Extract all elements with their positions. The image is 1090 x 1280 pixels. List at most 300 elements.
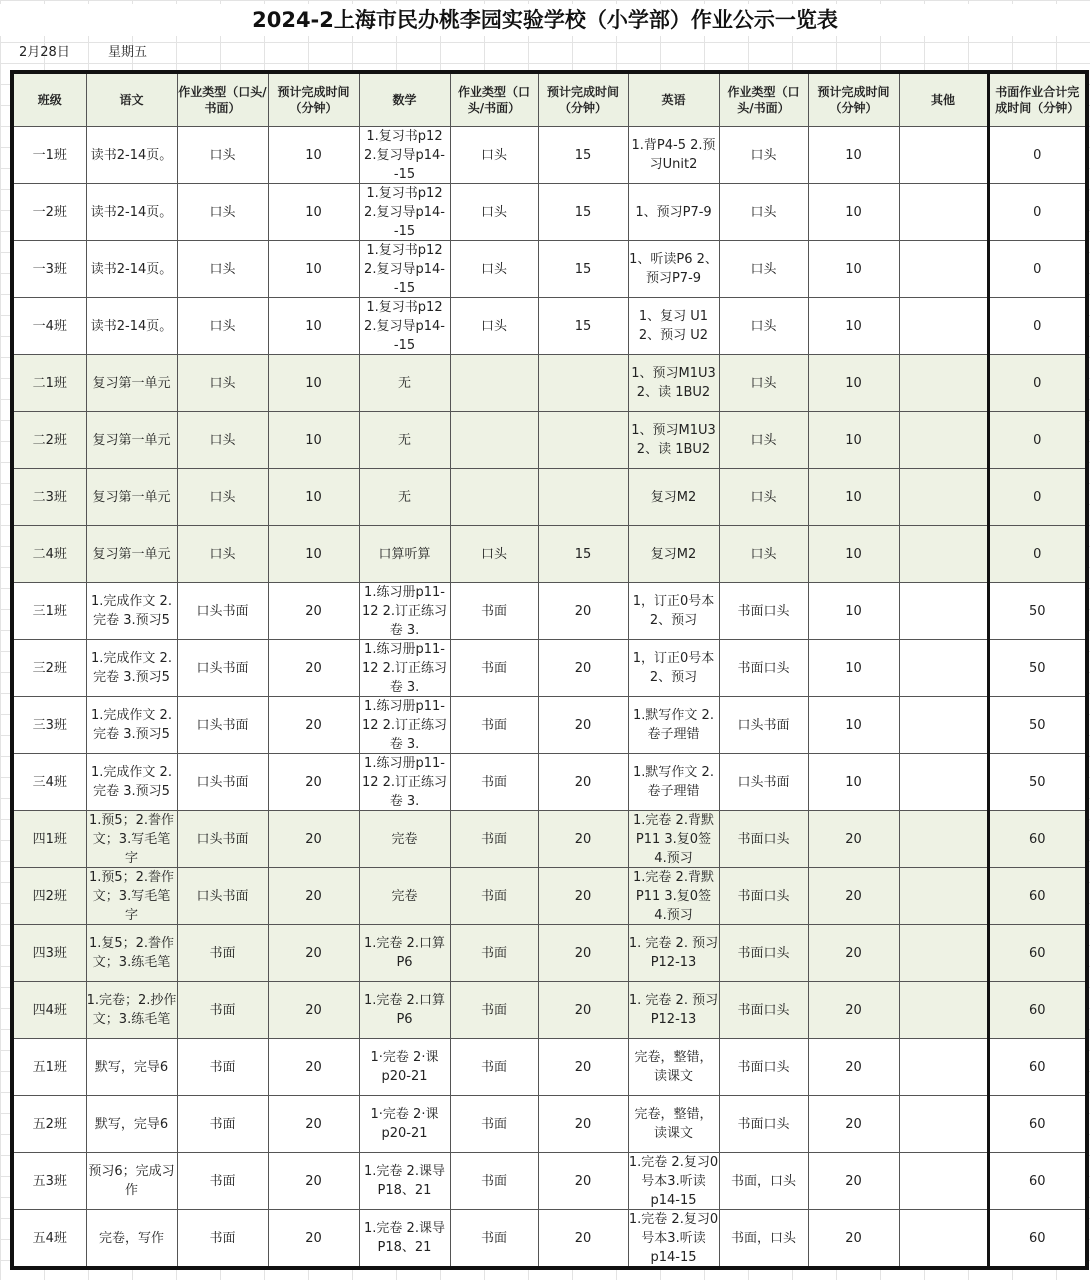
cell-other	[899, 697, 988, 754]
cell-text: 书面	[480, 774, 507, 790]
cell-text: 书面，口头	[730, 1230, 796, 1246]
header-math-time: 预计完成时间（分钟）	[538, 72, 628, 127]
cell-math	[359, 1039, 450, 1096]
cell-text: 10	[845, 147, 862, 163]
cell-math	[359, 925, 450, 982]
cell-math	[359, 241, 450, 298]
cell-total-time	[988, 1096, 1087, 1153]
cell-text: 1.完成作文 2.完卷 3.预习5	[91, 708, 172, 742]
cell-math-time	[538, 469, 628, 526]
cell-chinese	[86, 469, 177, 526]
cell-text: 10	[305, 546, 322, 562]
table-row	[12, 127, 1087, 184]
cell-text: 1、预习M1U3 2、读 1BU2	[631, 366, 716, 400]
cell-text: 无	[397, 489, 411, 505]
cell-text: 书面口头	[737, 660, 790, 676]
cell-chinese-time	[268, 184, 359, 241]
cell-text: 1，订正0号本 2、预习	[632, 651, 715, 685]
table-row	[12, 1096, 1087, 1153]
cell-text: 1.背P4-5 2.预习Unit2	[631, 138, 716, 172]
cell-total-time	[988, 811, 1087, 868]
cell-math	[359, 868, 450, 925]
cell-text: 复习M2	[650, 546, 697, 562]
cell-chinese	[86, 526, 177, 583]
cell-text: 20	[305, 717, 322, 733]
cell-english-type	[719, 1096, 808, 1153]
cell-math-time	[538, 811, 628, 868]
cell-chinese	[86, 1153, 177, 1210]
cell-text: 四4班	[32, 1002, 67, 1018]
cell-text: 书面	[480, 1002, 507, 1018]
cell-total-time	[988, 1153, 1087, 1210]
cell-text: 15	[574, 318, 592, 334]
cell-text: 10	[845, 318, 862, 334]
cell-text: 0	[1033, 546, 1042, 562]
cell-text: 口头	[750, 204, 777, 220]
cell-text: 口头书面	[196, 660, 249, 676]
cell-math-time	[538, 754, 628, 811]
cell-chinese	[86, 1039, 177, 1096]
cell-english-time	[808, 1153, 899, 1210]
cell-text: 1·完卷 2·课p20-21	[370, 1107, 439, 1141]
cell-text: 书面	[480, 1059, 507, 1075]
cell-text: 1.完卷 2.口算P6	[364, 993, 445, 1027]
cell-other	[899, 640, 988, 697]
cell-text: 10	[845, 603, 862, 619]
cell-text: 复习第一单元	[92, 546, 171, 562]
cell-chinese-type	[177, 868, 268, 925]
cell-text: 读书2-14页。	[90, 318, 173, 334]
weekday-label: 星期五	[108, 45, 148, 60]
cell-english	[628, 1210, 719, 1269]
cell-chinese	[86, 1096, 177, 1153]
cell-total-time	[988, 184, 1087, 241]
cell-math-type	[450, 1210, 538, 1269]
cell-text: 20	[574, 1116, 592, 1132]
cell-english-type	[719, 355, 808, 412]
cell-text: 10	[845, 375, 862, 391]
cell-english-type	[719, 583, 808, 640]
cell-text: 口头	[209, 375, 236, 391]
cell-text: 书面	[480, 717, 507, 733]
cell-english-type	[719, 925, 808, 982]
cell-math-type	[450, 526, 538, 583]
cell-english-time	[808, 241, 899, 298]
cell-math-time	[538, 925, 628, 982]
cell-chinese-type	[177, 184, 268, 241]
cell-class	[12, 184, 86, 241]
table-row	[12, 925, 1087, 982]
cell-chinese	[86, 127, 177, 184]
cell-text: 1、听读P6 2、预习P7-9	[629, 252, 718, 286]
cell-text: 书面	[209, 1116, 236, 1132]
cell-math	[359, 298, 450, 355]
cell-english-type	[719, 982, 808, 1039]
cell-english-time	[808, 1039, 899, 1096]
cell-text: 书面口头	[737, 1002, 790, 1018]
cell-chinese-type	[177, 583, 268, 640]
cell-text: 50	[1028, 603, 1046, 619]
cell-text: 口头书面	[737, 774, 790, 790]
cell-total-time	[988, 355, 1087, 412]
cell-english-type	[719, 184, 808, 241]
cell-math	[359, 697, 450, 754]
cell-text: 20	[305, 945, 322, 961]
cell-text: 10	[305, 261, 322, 277]
cell-math	[359, 526, 450, 583]
cell-text: 10	[305, 318, 322, 334]
cell-text: 一1班	[32, 147, 67, 163]
cell-text: 1.练习册p11-12 2.订正练习卷 3.	[361, 699, 448, 752]
cell-english	[628, 469, 719, 526]
cell-text: 书面	[480, 1116, 507, 1132]
cell-other	[899, 127, 988, 184]
cell-text: 四3班	[32, 945, 67, 961]
cell-text: 无	[397, 375, 411, 391]
cell-english-time	[808, 811, 899, 868]
header-row	[12, 72, 1087, 127]
cell-text: 20	[574, 1173, 592, 1189]
cell-math-time	[538, 526, 628, 583]
cell-text: 口头	[750, 261, 777, 277]
cell-chinese-type	[177, 298, 268, 355]
cell-text: 60	[1028, 831, 1046, 847]
cell-english-type	[719, 1210, 808, 1269]
cell-chinese	[86, 355, 177, 412]
cell-english	[628, 697, 719, 754]
cell-total-time	[988, 925, 1087, 982]
cell-text: 60	[1028, 888, 1046, 904]
cell-english-time	[808, 1210, 899, 1269]
cell-other	[899, 1096, 988, 1153]
cell-text: 二3班	[32, 489, 67, 505]
cell-chinese-type	[177, 355, 268, 412]
cell-chinese-type	[177, 469, 268, 526]
cell-text: 10	[845, 489, 862, 505]
cell-text: 三2班	[32, 660, 67, 676]
cell-math-time	[538, 355, 628, 412]
cell-english-time	[808, 298, 899, 355]
cell-text: 口头书面	[196, 717, 249, 733]
cell-class	[12, 811, 86, 868]
table-row	[12, 811, 1087, 868]
cell-english	[628, 241, 719, 298]
cell-text: 10	[305, 432, 322, 448]
cell-text: 口头	[209, 261, 236, 277]
cell-math-time	[538, 241, 628, 298]
cell-chinese	[86, 1210, 177, 1269]
cell-math	[359, 811, 450, 868]
cell-text: 20	[305, 774, 322, 790]
cell-math-type	[450, 355, 538, 412]
cell-english-time	[808, 754, 899, 811]
cell-text: 0	[1033, 261, 1042, 277]
cell-text: 1·完卷 2·课p20-21	[370, 1050, 439, 1084]
cell-english	[628, 526, 719, 583]
cell-math-type	[450, 1039, 538, 1096]
cell-english-type	[719, 640, 808, 697]
cell-chinese	[86, 811, 177, 868]
cell-english-type	[719, 754, 808, 811]
header-total-time: 书面作业合计完成时间（分钟）	[988, 72, 1087, 127]
cell-text: 口头	[480, 204, 507, 220]
table-row	[12, 1039, 1087, 1096]
header-english-type: 作业类型（口头/书面）	[719, 72, 808, 127]
cell-text: 书面口头	[737, 1116, 790, 1132]
cell-text: 1.练习册p11-12 2.订正练习卷 3.	[361, 585, 448, 638]
cell-text: 口头	[480, 147, 507, 163]
cell-text: 五1班	[32, 1059, 67, 1075]
cell-english-type	[719, 412, 808, 469]
cell-text: 20	[845, 1230, 862, 1246]
cell-english-type	[719, 697, 808, 754]
cell-math-time	[538, 1153, 628, 1210]
cell-text: 20	[845, 1059, 862, 1075]
cell-total-time	[988, 298, 1087, 355]
cell-math-type	[450, 1153, 538, 1210]
cell-chinese-time	[268, 1153, 359, 1210]
cell-text: 10	[305, 489, 322, 505]
cell-math	[359, 355, 450, 412]
cell-english-type	[719, 868, 808, 925]
cell-text: 60	[1028, 1002, 1046, 1018]
cell-english	[628, 355, 719, 412]
cell-text: 书面	[480, 831, 507, 847]
cell-math-type	[450, 640, 538, 697]
cell-text: 1.默写作文 2.卷子理错	[633, 765, 714, 799]
cell-math-type	[450, 127, 538, 184]
homework-table	[10, 70, 1089, 1270]
cell-english-type	[719, 127, 808, 184]
cell-text: 20	[845, 1002, 862, 1018]
cell-english-time	[808, 868, 899, 925]
cell-text: 完卷，写作	[98, 1230, 164, 1246]
cell-math	[359, 412, 450, 469]
cell-english-time	[808, 526, 899, 583]
cell-text: 1. 完卷 2. 预习P12-13	[628, 936, 719, 970]
cell-text: 书面	[209, 1059, 236, 1075]
cell-chinese-time	[268, 868, 359, 925]
cell-text: 1.练习册p11-12 2.订正练习卷 3.	[361, 642, 448, 695]
cell-english-type	[719, 241, 808, 298]
cell-text: 10	[845, 432, 862, 448]
cell-text: 10	[845, 774, 862, 790]
cell-chinese-type	[177, 412, 268, 469]
cell-text: 1、预习P7-9	[635, 204, 712, 220]
header-math-type: 作业类型（口头/书面）	[450, 72, 538, 127]
cell-math-time	[538, 697, 628, 754]
cell-math-time	[538, 1210, 628, 1269]
cell-text: 0	[1033, 375, 1042, 391]
table-row	[12, 241, 1087, 298]
cell-text: 五3班	[32, 1173, 67, 1189]
cell-english-type	[719, 469, 808, 526]
cell-math-type	[450, 583, 538, 640]
header-english: 英语	[628, 72, 719, 127]
cell-english	[628, 925, 719, 982]
cell-chinese-type	[177, 925, 268, 982]
cell-chinese-type	[177, 1096, 268, 1153]
cell-text: 20	[574, 774, 592, 790]
cell-text: 口头书面	[196, 888, 249, 904]
cell-text: 20	[574, 1230, 592, 1246]
cell-class	[12, 298, 86, 355]
cell-text: 四2班	[32, 888, 67, 904]
cell-text: 15	[574, 204, 592, 220]
cell-english	[628, 754, 719, 811]
header-chinese: 语文	[86, 72, 177, 127]
cell-english-time	[808, 1096, 899, 1153]
cell-english	[628, 868, 719, 925]
cell-text: 书面，口头	[730, 1173, 796, 1189]
cell-text: 20	[305, 1230, 322, 1246]
cell-text: 60	[1028, 1116, 1046, 1132]
cell-text: 1.完卷 2.口算P6	[364, 936, 445, 970]
cell-text: 20	[574, 717, 592, 733]
cell-chinese-type	[177, 754, 268, 811]
cell-chinese-type	[177, 811, 268, 868]
table-row	[12, 640, 1087, 697]
cell-other	[899, 982, 988, 1039]
cell-text: 口头	[209, 489, 236, 505]
cell-math-type	[450, 241, 538, 298]
cell-text: 复习第一单元	[92, 489, 171, 505]
cell-text: 20	[574, 831, 592, 847]
cell-text: 书面	[209, 1230, 236, 1246]
header-math: 数学	[359, 72, 450, 127]
cell-text: 50	[1028, 660, 1046, 676]
cell-math-time	[538, 127, 628, 184]
table-body	[12, 127, 1087, 1269]
cell-chinese	[86, 697, 177, 754]
cell-text: 口头	[480, 261, 507, 277]
cell-text: 一2班	[32, 204, 67, 220]
cell-math-time	[538, 184, 628, 241]
cell-class	[12, 697, 86, 754]
cell-other	[899, 412, 988, 469]
cell-english-type	[719, 526, 808, 583]
cell-text: 读书2-14页。	[90, 147, 173, 163]
cell-english	[628, 412, 719, 469]
cell-math	[359, 640, 450, 697]
cell-chinese-type	[177, 1210, 268, 1269]
cell-text: 完卷	[391, 888, 418, 904]
cell-chinese-time	[268, 127, 359, 184]
cell-other	[899, 811, 988, 868]
cell-text: 10	[845, 204, 862, 220]
cell-text: 20	[574, 888, 592, 904]
cell-chinese-time	[268, 412, 359, 469]
cell-chinese	[86, 925, 177, 982]
cell-chinese	[86, 412, 177, 469]
cell-math-time	[538, 583, 628, 640]
cell-english-time	[808, 982, 899, 1039]
cell-english-time	[808, 697, 899, 754]
page-title: 2024-2上海市民办桃李园实验学校（小学部）作业公示一览表	[0, 4, 1090, 36]
cell-class	[12, 868, 86, 925]
cell-chinese-type	[177, 526, 268, 583]
cell-text: 60	[1028, 1173, 1046, 1189]
cell-total-time	[988, 526, 1087, 583]
cell-chinese	[86, 982, 177, 1039]
cell-math	[359, 469, 450, 526]
cell-other	[899, 526, 988, 583]
cell-text: 0	[1033, 147, 1042, 163]
cell-english	[628, 640, 719, 697]
table-row	[12, 526, 1087, 583]
cell-text: 口头	[480, 546, 507, 562]
cell-text: 口头书面	[196, 603, 249, 619]
cell-class	[12, 754, 86, 811]
cell-text: 1.默写作文 2.卷子理错	[633, 708, 714, 742]
cell-math-type	[450, 1096, 538, 1153]
cell-math-type	[450, 868, 538, 925]
cell-other	[899, 583, 988, 640]
cell-text: 口头	[750, 546, 777, 562]
cell-english	[628, 583, 719, 640]
cell-english	[628, 982, 719, 1039]
table-row	[12, 355, 1087, 412]
cell-chinese-time	[268, 640, 359, 697]
cell-class	[12, 1039, 86, 1096]
cell-text: 口头	[750, 147, 777, 163]
cell-text: 复习第一单元	[92, 375, 171, 391]
cell-class	[12, 1153, 86, 1210]
cell-class	[12, 1210, 86, 1269]
cell-text: 1.完成作文 2.完卷 3.预习5	[91, 651, 172, 685]
cell-english-time	[808, 127, 899, 184]
table-row	[12, 982, 1087, 1039]
cell-text: 10	[845, 660, 862, 676]
cell-total-time	[988, 583, 1087, 640]
cell-text: 1.复习书p12 2.复习导p14--15	[364, 243, 445, 296]
cell-text: 20	[845, 831, 862, 847]
cell-english-time	[808, 925, 899, 982]
cell-text: 0	[1033, 318, 1042, 334]
cell-text: 1.完卷 2.复习0号本3.听读p14-15	[628, 1155, 719, 1208]
cell-english-time	[808, 469, 899, 526]
cell-text: 10	[305, 204, 322, 220]
cell-text: 三1班	[32, 603, 67, 619]
cell-text: 10	[845, 717, 862, 733]
cell-class	[12, 583, 86, 640]
cell-text: 20	[574, 603, 592, 619]
cell-math	[359, 1096, 450, 1153]
cell-text: 1. 完卷 2. 预习P12-13	[628, 993, 719, 1027]
cell-text: 60	[1028, 1230, 1046, 1246]
cell-chinese-type	[177, 697, 268, 754]
cell-text: 二4班	[32, 546, 67, 562]
cell-text: 1.完卷 2.背默P11 3.复0签 4.预习	[633, 870, 714, 923]
cell-text: 1.预5；2.誊作文；3.写毛笔字	[88, 870, 175, 923]
header-english-time: 预计完成时间（分钟）	[808, 72, 899, 127]
cell-text: 书面	[480, 1230, 507, 1246]
cell-text: 无	[397, 432, 411, 448]
cell-text: 读书2-14页。	[90, 204, 173, 220]
homework-table-wrapper	[10, 70, 1089, 1270]
cell-class	[12, 241, 86, 298]
cell-chinese	[86, 184, 177, 241]
cell-text: 口头	[750, 489, 777, 505]
cell-chinese-time	[268, 754, 359, 811]
cell-other	[899, 1153, 988, 1210]
cell-text: 20	[305, 888, 322, 904]
cell-chinese-type	[177, 1039, 268, 1096]
cell-text: 50	[1028, 717, 1046, 733]
cell-text: 20	[574, 660, 592, 676]
cell-math-type	[450, 754, 538, 811]
cell-text: 口头	[209, 204, 236, 220]
